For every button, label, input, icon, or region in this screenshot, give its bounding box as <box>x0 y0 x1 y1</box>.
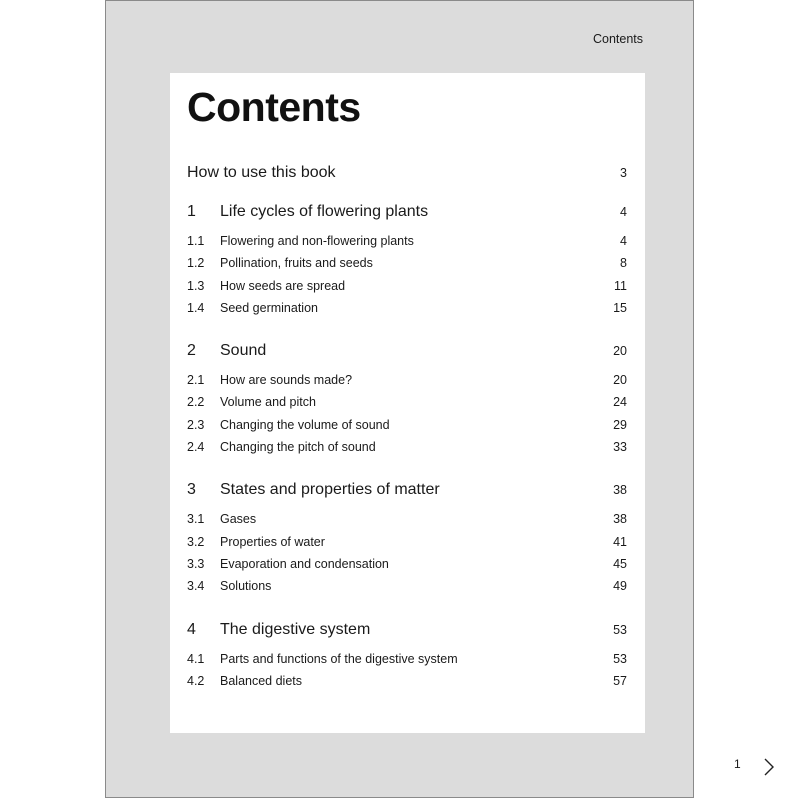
toc-page-number: 3 <box>620 166 627 180</box>
subsection-title: Solutions <box>220 579 272 594</box>
toc-section-1[interactable] <box>187 200 627 224</box>
toc-subsection-4-1[interactable] <box>187 648 627 670</box>
toc-subsection-3-4[interactable] <box>187 575 627 597</box>
section-title: Sound <box>220 342 267 360</box>
section-title: States and properties of matter <box>220 481 440 499</box>
section-number: 4 <box>187 620 196 638</box>
toc-page-number: 15 <box>613 300 627 315</box>
subsection-number: 2.1 <box>187 373 205 388</box>
toc-page-number: 4 <box>620 205 627 219</box>
page-number: 1 <box>734 757 741 771</box>
section-number: 1 <box>187 203 196 220</box>
toc-page-number: 24 <box>613 395 627 410</box>
toc-page-number: 53 <box>613 651 627 666</box>
subsection-title: Balanced diets <box>220 673 303 688</box>
toc-section-4[interactable] <box>187 618 627 642</box>
page-title: Contents <box>187 84 361 130</box>
table-of-contents <box>187 161 627 692</box>
subsection-list <box>187 369 627 458</box>
subsection-number: 2.4 <box>187 440 205 455</box>
toc-subsection-1-2[interactable] <box>187 252 627 274</box>
toc-page-number: 33 <box>613 440 627 455</box>
subsection-title: Parts and functions of the digestive system <box>220 651 458 666</box>
subsection-number: 1.3 <box>187 278 205 293</box>
toc-page-number: 49 <box>613 579 627 594</box>
subsection-number: 1.4 <box>187 300 205 315</box>
subsection-list <box>187 230 627 319</box>
subsection-number: 2.2 <box>187 395 205 410</box>
subsection-number: 3.1 <box>187 512 205 527</box>
subsection-title: Gases <box>220 512 257 527</box>
subsection-number: 4.1 <box>187 651 205 666</box>
toc-page-number: 20 <box>613 344 627 359</box>
toc-subsection-1-3[interactable] <box>187 275 627 297</box>
toc-entry-title: How to use this book <box>187 164 336 181</box>
toc-subsection-2-2[interactable] <box>187 391 627 413</box>
subsection-list <box>187 648 627 693</box>
subsection-list <box>187 508 627 597</box>
running-header: Contents <box>592 32 643 46</box>
toc-page-number: 38 <box>613 512 627 527</box>
toc-subsection-1-4[interactable] <box>187 297 627 319</box>
toc-page-number: 20 <box>613 373 627 388</box>
subsection-title: How are sounds made? <box>220 373 353 388</box>
subsection-title: Pollination, fruits and seeds <box>220 256 373 271</box>
subsection-title: How seeds are spread <box>220 278 346 293</box>
toc-page-number: 38 <box>613 483 627 498</box>
toc-subsection-2-3[interactable] <box>187 414 627 436</box>
toc-page-number: 11 <box>614 278 627 293</box>
toc-subsection-4-2[interactable] <box>187 670 627 692</box>
subsection-title: Evaporation and condensation <box>220 556 389 571</box>
book-page <box>105 0 741 798</box>
subsection-number: 1.1 <box>187 234 205 248</box>
section-number: 2 <box>187 342 196 360</box>
contents-panel <box>170 73 645 733</box>
toc-page-number: 29 <box>613 417 627 432</box>
toc-page-number: 8 <box>620 256 627 271</box>
toc-subsection-2-1[interactable] <box>187 369 627 391</box>
subsection-number: 1.2 <box>187 256 205 271</box>
toc-entry-intro[interactable] <box>187 161 627 185</box>
toc-subsection-2-4[interactable] <box>187 436 627 458</box>
section-title: Life cycles of flowering plants <box>220 203 429 220</box>
subsection-title: Flowering and non-flowering plants <box>220 234 414 248</box>
toc-subsection-3-3[interactable] <box>187 553 627 575</box>
toc-subsection-3-1[interactable] <box>187 508 627 530</box>
subsection-number: 4.2 <box>187 673 205 688</box>
toc-subsection-1-1[interactable] <box>187 230 627 252</box>
sections-list <box>187 200 627 692</box>
subsection-number: 3.3 <box>187 556 205 571</box>
toc-page-number: 41 <box>613 534 627 549</box>
section-title: The digestive system <box>220 620 371 638</box>
subsection-title: Seed germination <box>220 300 318 315</box>
chevron-right-icon[interactable] <box>760 756 778 778</box>
toc-subsection-3-2[interactable] <box>187 531 627 553</box>
toc-page-number: 4 <box>620 234 627 248</box>
toc-page-number: 53 <box>613 622 627 637</box>
subsection-number: 3.2 <box>187 534 205 549</box>
subsection-title: Volume and pitch <box>220 395 316 410</box>
subsection-number: 2.3 <box>187 417 205 432</box>
subsection-title: Changing the pitch of sound <box>220 440 376 455</box>
subsection-title: Changing the volume of sound <box>220 417 390 432</box>
toc-section-2[interactable] <box>187 339 627 363</box>
subsection-title: Properties of water <box>220 534 325 549</box>
toc-page-number: 57 <box>613 673 627 688</box>
section-number: 3 <box>187 481 196 499</box>
toc-page-number: 45 <box>613 556 627 571</box>
subsection-number: 3.4 <box>187 579 205 594</box>
toc-section-3[interactable] <box>187 478 627 502</box>
